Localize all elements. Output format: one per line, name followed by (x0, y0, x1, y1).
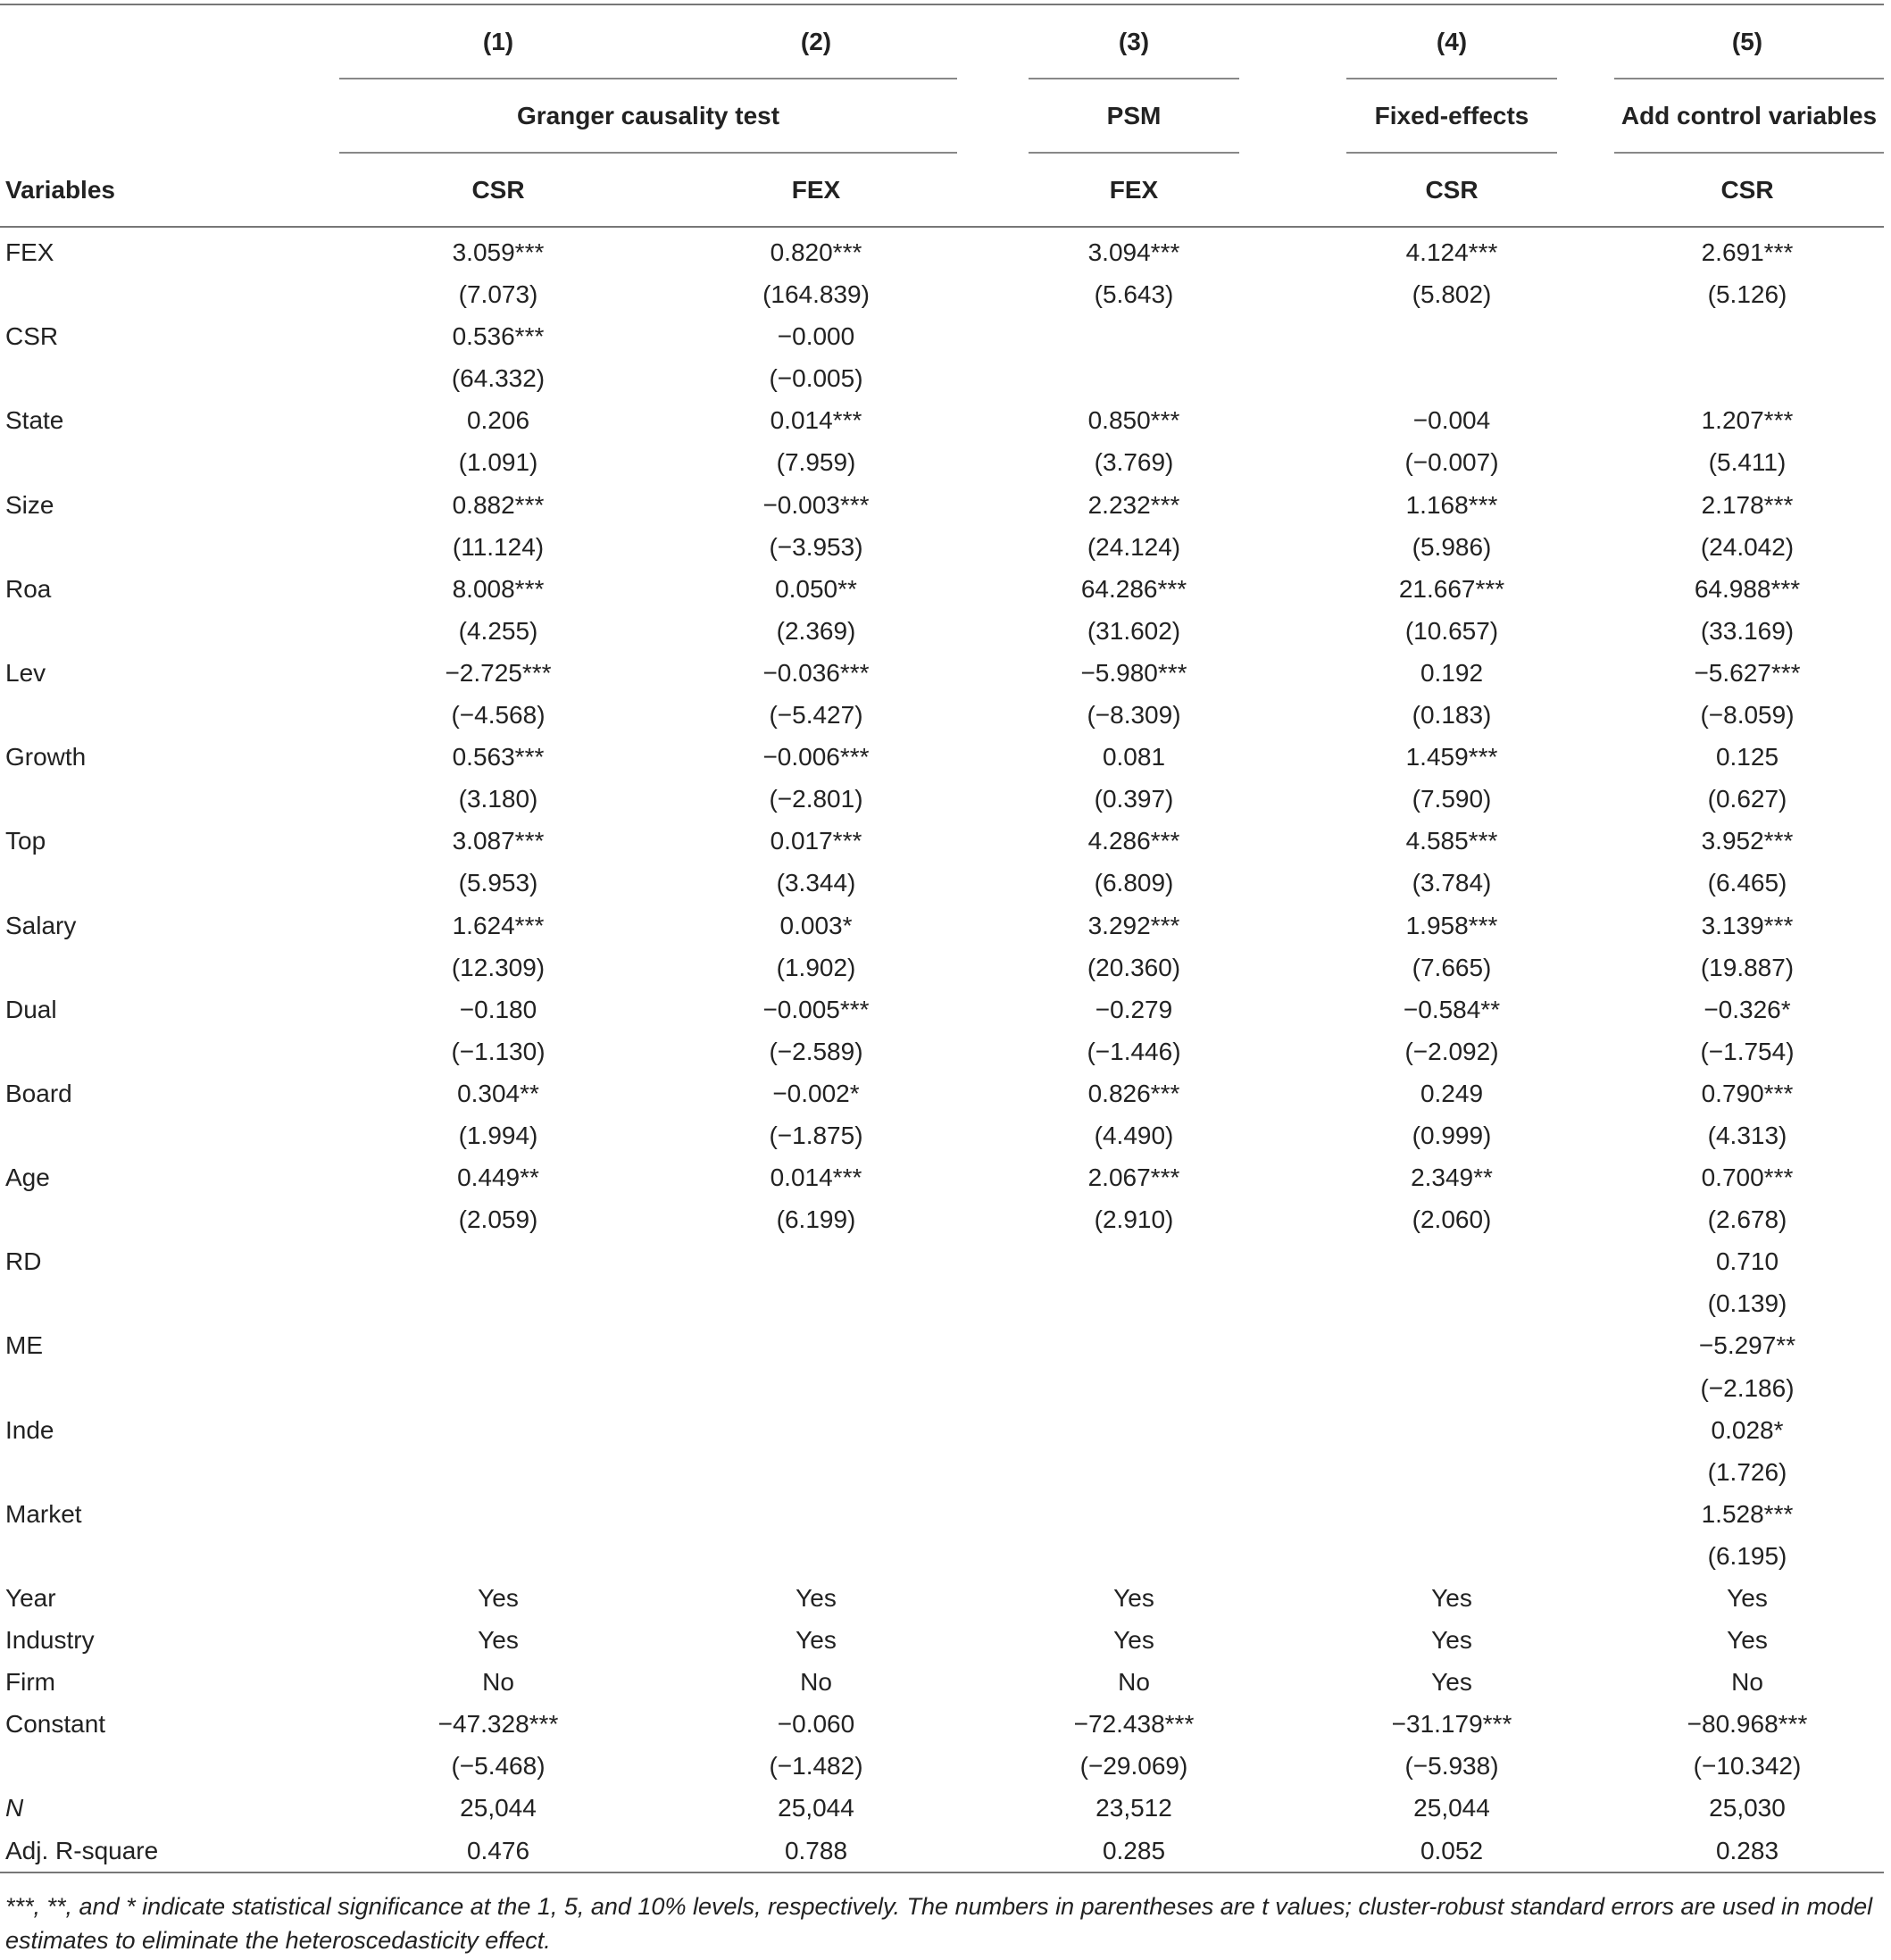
cell-col-1 (339, 1493, 657, 1535)
cell-col-5: −0.326* (1704, 995, 1791, 1023)
cell-col-5: (5.126) (1707, 280, 1787, 309)
cell-col-5: (−1.754) (1700, 1037, 1795, 1065)
table-row (0, 778, 1884, 820)
table-row (0, 1409, 1884, 1451)
cell-col-2: 0.820*** (770, 238, 862, 266)
row-label: Roa (5, 574, 52, 603)
table-row (0, 484, 1884, 526)
cell-col-2: Yes (796, 1584, 837, 1612)
row-label (0, 862, 339, 904)
cell-col-4 (1293, 315, 1611, 357)
cell-col-3: −72.438*** (1073, 1710, 1195, 1739)
header-row-groups (0, 78, 1884, 154)
row-label: FEX (5, 238, 54, 266)
cell-col-1: (12.309) (451, 953, 546, 981)
cell-col-1: 0.304** (457, 1079, 539, 1107)
cell-col-1: (64.332) (451, 364, 546, 393)
cell-col-1: −0.180 (459, 995, 537, 1023)
cell-col-4 (1293, 1282, 1611, 1324)
table-row (0, 652, 1884, 694)
table-row (0, 1745, 1884, 1787)
cell-col-1: (−1.130) (451, 1037, 546, 1065)
table-row (0, 610, 1884, 652)
cell-col-3: 2.067*** (1087, 1163, 1180, 1192)
col-number-4: (4) (1293, 4, 1611, 78)
cell-col-3: 3.292*** (1087, 911, 1180, 939)
row-label (0, 441, 339, 483)
row-label: State (5, 406, 64, 435)
cell-col-1: (−5.468) (451, 1752, 546, 1781)
cell-col-2: −0.036*** (762, 658, 870, 687)
cell-col-2: 0.788 (657, 1830, 975, 1872)
cell-col-2: 0.014*** (770, 406, 862, 435)
table-row (0, 315, 1884, 357)
cell-col-4: −0.584** (1403, 995, 1501, 1023)
cell-col-2: −0.002* (772, 1079, 860, 1107)
cell-col-3 (975, 315, 1293, 357)
table-row (0, 568, 1884, 610)
cell-col-5: 1.207*** (1701, 406, 1794, 435)
cell-col-4: 1.459*** (1405, 743, 1498, 771)
cell-col-4 (1293, 1240, 1611, 1282)
row-label: Salary (5, 911, 77, 939)
cell-col-1 (339, 1282, 657, 1324)
row-label: Size (5, 490, 54, 519)
cell-col-2: (−3.953) (769, 532, 863, 561)
cell-col-5: Yes (1727, 1626, 1768, 1655)
cell-col-4: (0.999) (1412, 1121, 1492, 1149)
cell-col-5: 2.178*** (1701, 490, 1794, 519)
cell-col-1: 0.882*** (452, 490, 545, 519)
row-label: Market (5, 1499, 82, 1528)
cell-col-5: 0.710 (1715, 1247, 1779, 1276)
cell-col-4: (0.183) (1412, 701, 1492, 730)
cell-col-2: 25,044 (778, 1794, 854, 1822)
cell-col-5: (4.313) (1707, 1121, 1787, 1149)
table-row (0, 1619, 1884, 1661)
cell-col-3 (975, 1409, 1293, 1451)
cell-col-3: 0.850*** (1087, 406, 1180, 435)
cell-col-2: (2.369) (776, 616, 856, 645)
row-label: Dual (5, 995, 57, 1023)
cell-col-4: −31.179*** (1391, 1710, 1512, 1739)
cell-col-1: 3.059*** (452, 238, 545, 266)
cell-col-4: 0.052 (1293, 1830, 1611, 1872)
cell-col-3: (3.769) (1094, 448, 1174, 477)
cell-col-3: −0.279 (1095, 995, 1173, 1023)
table-row (0, 1114, 1884, 1156)
variables-header: Variables (0, 154, 339, 227)
cell-col-2: (3.344) (776, 869, 856, 897)
row-label (0, 694, 339, 736)
table-row (0, 273, 1884, 315)
cell-col-1 (339, 1240, 657, 1282)
cell-col-2 (657, 1367, 975, 1409)
cell-col-4: 21.667*** (1398, 574, 1505, 603)
cell-col-5: (24.042) (1700, 532, 1795, 561)
row-label: Growth (5, 743, 87, 771)
cell-col-2: −0.060 (777, 1710, 855, 1739)
row-label (0, 1451, 339, 1493)
row-label: Industry (5, 1626, 95, 1655)
cell-col-5: No (1731, 1668, 1763, 1697)
row-label: Lev (5, 658, 46, 687)
table-row (0, 947, 1884, 988)
col-number-2: (2) (657, 4, 975, 78)
cell-col-5 (1611, 315, 1884, 357)
cell-col-4: 4.585*** (1405, 827, 1498, 855)
row-label: Board (5, 1079, 72, 1107)
cell-col-5: (33.169) (1700, 616, 1795, 645)
cell-col-2: (1.902) (776, 953, 856, 981)
cell-col-3 (975, 1367, 1293, 1409)
cell-col-3 (975, 1451, 1293, 1493)
cell-col-4: 25,044 (1413, 1794, 1490, 1822)
table-row (0, 820, 1884, 862)
cell-col-2 (657, 1240, 975, 1282)
cell-col-3: 64.286*** (1080, 574, 1187, 603)
table-row (0, 1240, 1884, 1282)
cell-col-4: (5.986) (1412, 532, 1492, 561)
row-label (0, 526, 339, 568)
cell-col-2: 0.014*** (770, 1163, 862, 1192)
cell-col-1: 8.008*** (452, 574, 545, 603)
cell-col-5: (6.465) (1707, 869, 1787, 897)
cell-col-3: No (1118, 1668, 1150, 1697)
cell-col-3: (20.360) (1087, 953, 1181, 981)
cell-col-5: 3.952*** (1701, 827, 1794, 855)
cell-col-4: −0.004 (1412, 406, 1491, 435)
dep-var-1: CSR (339, 154, 657, 227)
row-label (0, 1367, 339, 1409)
cell-col-3: (6.809) (1094, 869, 1174, 897)
cell-col-3: (−29.069) (1079, 1752, 1188, 1781)
cell-col-2: (7.959) (776, 448, 856, 477)
group-granger: Granger causality test (516, 102, 780, 129)
cell-col-3: (5.643) (1094, 280, 1174, 309)
cell-col-3: 4.286*** (1087, 827, 1180, 855)
cell-col-5: (−2.186) (1700, 1373, 1795, 1402)
cell-col-4: (5.802) (1412, 280, 1492, 309)
table-row (0, 905, 1884, 947)
table-row (0, 1577, 1884, 1619)
cell-col-4 (1293, 1367, 1611, 1409)
cell-col-1: (7.073) (458, 280, 538, 309)
cell-col-4: (7.590) (1412, 785, 1492, 813)
cell-col-5: 0.125 (1715, 743, 1779, 771)
cell-col-3: (24.124) (1087, 532, 1181, 561)
cell-col-3: 0.081 (1102, 743, 1166, 771)
cell-col-2 (657, 1324, 975, 1366)
cell-col-2: −0.000 (777, 322, 855, 351)
table-row (0, 227, 1884, 273)
table-row (0, 988, 1884, 1030)
row-label: Firm (5, 1668, 55, 1697)
row-label (0, 947, 339, 988)
table-row (0, 1030, 1884, 1072)
row-label: Inde (5, 1415, 54, 1444)
cell-col-2 (657, 1409, 975, 1451)
cell-col-3: (2.910) (1094, 1205, 1174, 1234)
col-number-1: (1) (339, 4, 657, 78)
cell-col-3: 2.232*** (1087, 490, 1180, 519)
table-row (0, 1156, 1884, 1198)
cell-col-1: (4.255) (458, 616, 538, 645)
cell-col-4: (3.784) (1412, 869, 1492, 897)
table-row (0, 1282, 1884, 1324)
dep-var-4: CSR (1293, 154, 1611, 227)
cell-col-2: (−1.482) (769, 1752, 863, 1781)
cell-col-3 (975, 1282, 1293, 1324)
row-label (0, 1030, 339, 1072)
regression-results-table (0, 4, 1884, 1873)
cell-col-3: Yes (1113, 1584, 1154, 1612)
cell-col-3: (−8.309) (1087, 701, 1181, 730)
cell-col-4: 0.249 (1420, 1079, 1484, 1107)
row-label (0, 273, 339, 315)
cell-col-2: −0.003*** (762, 490, 870, 519)
cell-col-4: 1.958*** (1405, 911, 1498, 939)
cell-col-3 (975, 1493, 1293, 1535)
cell-col-1 (339, 1367, 657, 1409)
cell-col-2: (−5.427) (769, 701, 863, 730)
cell-col-2: −0.006*** (762, 743, 870, 771)
cell-col-1: No (482, 1668, 514, 1697)
row-label (0, 610, 339, 652)
row-label (0, 1114, 339, 1156)
cell-col-4: 4.124*** (1405, 238, 1498, 266)
cell-col-1: (1.091) (458, 448, 538, 477)
table-row (0, 1198, 1884, 1240)
cell-col-1: Yes (478, 1584, 519, 1612)
cell-col-5: (1.726) (1707, 1457, 1787, 1486)
cell-col-3 (975, 1324, 1293, 1366)
cell-col-2: (−2.589) (769, 1037, 863, 1065)
cell-col-5: 0.028* (1711, 1415, 1784, 1444)
cell-col-5: (−8.059) (1700, 701, 1795, 730)
dep-var-2: FEX (657, 154, 975, 227)
cell-col-3: (4.490) (1094, 1121, 1174, 1149)
cell-col-4: (2.060) (1412, 1205, 1492, 1234)
table-row (0, 1451, 1884, 1493)
cell-col-5: Yes (1727, 1584, 1768, 1612)
cell-col-1 (339, 1451, 657, 1493)
cell-col-5: (0.139) (1707, 1289, 1787, 1318)
cell-col-4 (1293, 1409, 1611, 1451)
cell-col-1 (339, 1324, 657, 1366)
cell-col-2 (657, 1493, 975, 1535)
row-label: Year (5, 1584, 56, 1612)
cell-col-3: (−1.446) (1087, 1037, 1181, 1065)
cell-col-2: (−1.875) (769, 1121, 863, 1149)
cell-col-2: 0.003* (779, 911, 853, 939)
cell-col-1: 1.624*** (452, 911, 545, 939)
cell-col-1: 0.536*** (452, 322, 545, 351)
cell-col-5: 2.691*** (1701, 238, 1794, 266)
row-label (0, 1745, 339, 1787)
cell-col-2 (657, 1451, 975, 1493)
table-row (0, 1324, 1884, 1366)
cell-col-4: (−5.938) (1404, 1752, 1499, 1781)
cell-col-1: 3.087*** (452, 827, 545, 855)
row-label: ME (5, 1331, 43, 1360)
cell-col-4: 0.192 (1420, 658, 1484, 687)
cell-col-1: (−4.568) (451, 701, 546, 730)
cell-col-5 (1611, 357, 1884, 399)
cell-col-3: (31.602) (1087, 616, 1181, 645)
cell-col-4: (7.665) (1412, 953, 1492, 981)
cell-col-1: 0.206 (466, 406, 530, 435)
dep-var-5: CSR (1611, 154, 1884, 227)
cell-col-2: (−0.005) (769, 364, 863, 393)
cell-col-4: (−0.007) (1404, 448, 1499, 477)
cell-col-5: 64.988*** (1694, 574, 1801, 603)
table-row (0, 1661, 1884, 1703)
cell-col-3: 23,512 (1095, 1794, 1172, 1822)
cell-col-2: Yes (796, 1626, 837, 1655)
table-row (0, 399, 1884, 441)
cell-col-1: (1.994) (458, 1121, 538, 1149)
table-row (0, 1072, 1884, 1114)
cell-col-5: 0.283 (1611, 1830, 1884, 1872)
cell-col-2: 0.050** (775, 574, 857, 603)
table-row (0, 357, 1884, 399)
cell-col-5: −5.627*** (1694, 658, 1801, 687)
cell-col-3 (975, 1535, 1293, 1577)
col-number-3: (3) (975, 4, 1293, 78)
cell-col-1: (2.059) (458, 1205, 538, 1234)
cell-col-5: 1.528*** (1701, 1499, 1794, 1528)
cell-col-4: (10.657) (1404, 616, 1499, 645)
cell-col-1: −2.725*** (445, 658, 552, 687)
cell-col-3 (975, 1240, 1293, 1282)
dep-var-3: FEX (975, 154, 1293, 227)
cell-col-5: (19.887) (1700, 953, 1795, 981)
cell-col-2: 0.017*** (770, 827, 862, 855)
row-label: Constant (5, 1710, 106, 1739)
cell-col-5: −80.968*** (1687, 1710, 1808, 1739)
cell-col-2 (657, 1282, 975, 1324)
cell-col-1: Yes (478, 1626, 519, 1655)
row-label (0, 357, 339, 399)
row-label: CSR (5, 322, 59, 351)
cell-col-5: 0.700*** (1701, 1163, 1794, 1192)
table-row (0, 862, 1884, 904)
table-row (0, 736, 1884, 778)
cell-col-4: Yes (1431, 1668, 1472, 1697)
row-label (0, 1198, 339, 1240)
cell-col-5: (5.411) (1708, 448, 1787, 477)
cell-col-2: (6.199) (776, 1205, 856, 1234)
row-label: RD (5, 1247, 42, 1276)
row-label: Adj. R-square (0, 1830, 339, 1872)
cell-col-5: (2.678) (1707, 1205, 1787, 1234)
row-label: Top (5, 827, 46, 855)
cell-col-5: 0.790*** (1701, 1079, 1794, 1107)
cell-col-4: 1.168*** (1405, 490, 1498, 519)
row-label (0, 778, 339, 820)
table-row (0, 526, 1884, 568)
table-row (0, 1703, 1884, 1745)
table-row (0, 1787, 1884, 1829)
cell-col-5: (−10.342) (1693, 1752, 1802, 1781)
cell-col-1: 25,044 (460, 1794, 537, 1822)
cell-col-5: (0.627) (1707, 785, 1787, 813)
cell-col-5: −5.297** (1698, 1331, 1796, 1360)
cell-col-1: 0.476 (339, 1830, 657, 1872)
cell-col-4: (−2.092) (1404, 1037, 1499, 1065)
cell-col-2: No (800, 1668, 832, 1697)
cell-col-4 (1293, 1493, 1611, 1535)
cell-col-4: Yes (1431, 1584, 1472, 1612)
table-footnote: ***, **, and * indicate statistical significance at the 1, 5, and 10% levels, respectively. The numbers in parentheses are t values; cluster-robust standard errors are used in model estimates to eliminate the heteroscedasticity effect. (5, 1893, 1873, 1954)
cell-col-1 (339, 1409, 657, 1451)
cell-col-3: −5.980*** (1080, 658, 1187, 687)
cell-col-1 (339, 1535, 657, 1577)
cell-col-4 (1293, 1324, 1611, 1366)
cell-col-1: −47.328*** (437, 1710, 559, 1739)
cell-col-4 (1293, 1535, 1611, 1577)
cell-col-2 (657, 1535, 975, 1577)
cell-col-3: 3.094*** (1087, 238, 1180, 266)
cell-col-5: 25,030 (1709, 1794, 1786, 1822)
cell-col-1: 0.449** (457, 1163, 539, 1192)
cell-col-3: Yes (1113, 1626, 1154, 1655)
cell-col-3: 0.826*** (1087, 1079, 1180, 1107)
table-row (0, 1367, 1884, 1409)
group-fixed-effects: Fixed-effects (1374, 102, 1529, 129)
header-row-depvars (0, 154, 1884, 227)
table-row (0, 694, 1884, 736)
row-label: N (5, 1794, 24, 1822)
table-row (0, 441, 1884, 483)
cell-col-4: Yes (1431, 1626, 1472, 1655)
cell-col-1: (11.124) (452, 532, 545, 561)
cell-col-3: (0.397) (1094, 785, 1174, 813)
cell-col-5: 3.139*** (1701, 911, 1794, 939)
cell-col-5: (6.195) (1707, 1541, 1787, 1570)
cell-col-1: (5.953) (458, 869, 538, 897)
cell-col-1: (3.180) (458, 785, 538, 813)
group-add-controls: Add control variables (1620, 102, 1878, 129)
cell-col-4 (1293, 357, 1611, 399)
row-label (0, 1535, 339, 1577)
row-label (0, 1282, 339, 1324)
table-row (0, 1535, 1884, 1577)
table-row (0, 1830, 1884, 1872)
col-number-5: (5) (1611, 4, 1884, 78)
cell-col-2: (−2.801) (769, 785, 863, 813)
cell-col-4: 2.349** (1411, 1163, 1493, 1192)
cell-col-3 (975, 357, 1293, 399)
table-row (0, 1493, 1884, 1535)
cell-col-3: 0.285 (975, 1830, 1293, 1872)
header-row-numbers (0, 4, 1884, 78)
cell-col-2: −0.005*** (762, 995, 870, 1023)
group-psm: PSM (1106, 102, 1162, 129)
cell-col-4 (1293, 1451, 1611, 1493)
cell-col-1: 0.563*** (452, 743, 545, 771)
row-label: Age (5, 1163, 50, 1192)
cell-col-2: (164.839) (762, 280, 870, 309)
